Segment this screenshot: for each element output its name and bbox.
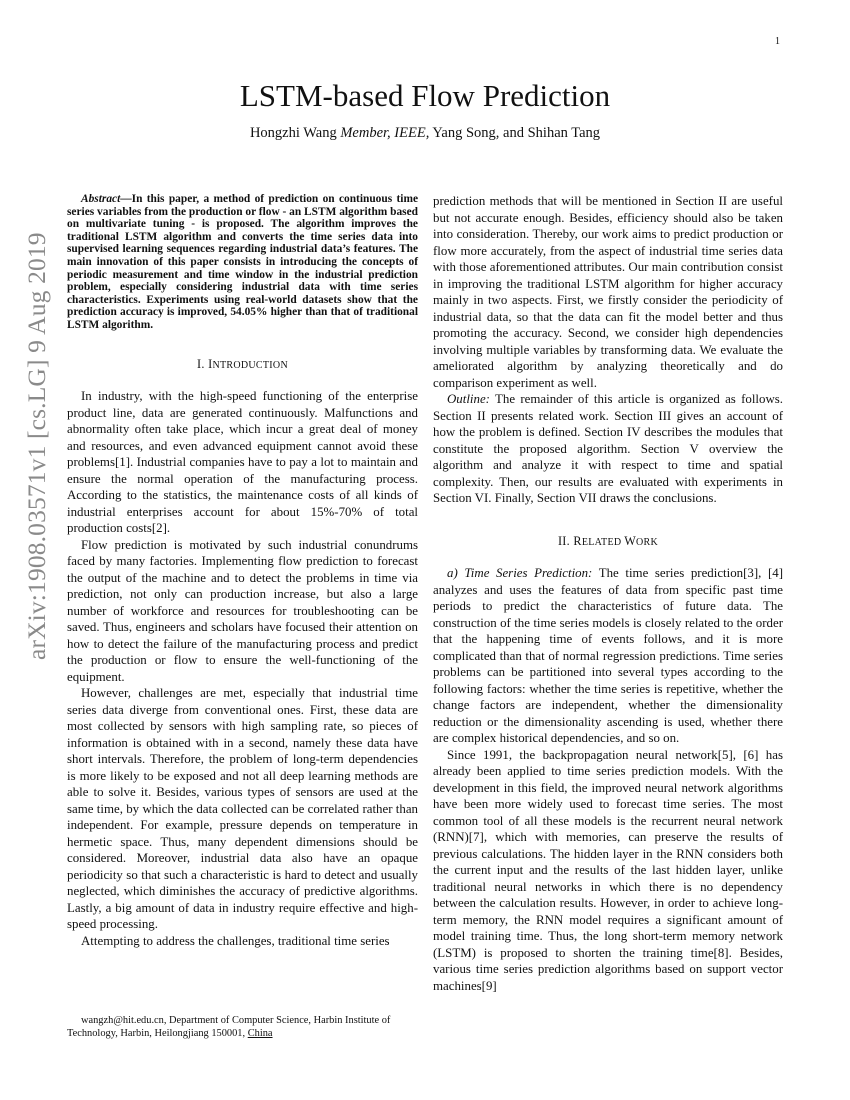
author-line bbox=[0, 125, 850, 142]
section-title-rest: NTRODUCTION bbox=[212, 359, 288, 371]
abstract-label: Abstract bbox=[81, 193, 121, 205]
related-work-paragraph: Since 1991, the backpropagation neural network[5], [6] has already been applied to time series prediction models. With the development in this field, the improved neural network algorithms have been more widely used to forecast time series. The most common tool of all these models is the recurrent neural network (RNN)[7], which with memories, can preserve the results of previous calculations. The hidden layer in the RNN considers both the current input and the results of the last hidden layer, unlike traditional neural networks in which there is no dependency between the calculation results. However, in order to achieve long-term memory, the RNN model requires a significant amount of model training time. Thus, the long short-term memory network (LSTM) is proposed to shorten the training time[8]. Besides, various time series prediction algorithms based on support vector machines[9] bbox=[433, 747, 783, 993]
intro-paragraph: However, challenges are met, especially that industrial time series data diverge from conventional ones. First, these data are most collected by sensors with high sampling rate, so pieces of information is obtained with in a second, namely these data have short intervals. Therefore, the problem of long-term dependencies is more likely to be exposed and not all deep learning methods are able to solve it. Besides, various types of sensors are used at the same time, by which the data collected can be correlated rather than independent. For example, pressure depends on temperature in hermetic space. Thus, many dependent dimensions should be considered. Moreover, industrial data also have an opaque periodicity so that such a characteristic is hard to detect and usually neglected, which diminishes the accuracy of predictive algorithms. Lastly, a big amount of data in industry require effective and high-speed processing. bbox=[67, 686, 418, 932]
intro-paragraph: Flow prediction is motivated by such industrial conundrums faced by many factories. Implementing flow prediction to forecast the output of the machine and to detect the problems in time via prediction, not only can production increase, but also a large number of workforce and resources for troubleshooting can be saved. Thus, engineers and scholars have focused their attention on how to detect the failure of the manufacturing process and predict the production or flow to ensure the well-functioning of the equipment. bbox=[67, 537, 418, 684]
arxiv-identifier: arXiv:1908.03571v1 [cs.LG] 9 Aug 2019 bbox=[22, 232, 51, 660]
section-title-rest-r: ELATED bbox=[581, 536, 625, 548]
intro-paragraph: Attempting to address the challenges, traditional time series bbox=[81, 933, 390, 948]
section-title-rest-w: ORK bbox=[636, 536, 659, 548]
section-title-initial-w: W bbox=[624, 533, 637, 548]
abstract bbox=[67, 193, 418, 332]
right-column bbox=[433, 193, 783, 994]
paper-title: LSTM-based Flow Prediction bbox=[239, 78, 611, 113]
section-numeral: I. bbox=[197, 356, 205, 371]
section-heading-introduction bbox=[67, 356, 418, 375]
section-heading-related-work bbox=[433, 533, 783, 552]
outline-text: The remainder of this article is organized as follows. Section II presents related work. Section III gives an account of how the problem is defined. Section IV describes the modules that constitute the proposed algorithm. Section V overview the algorithm and analyze it with respect to time and spatial complexity. Then, our results are evaluated with experiments in Section VI. Finally, Section VII draws the conclusions. bbox=[433, 392, 783, 505]
footnote bbox=[67, 1014, 418, 1040]
outline-paragraph bbox=[433, 391, 783, 507]
section-title-initial-r: R bbox=[573, 533, 582, 548]
abstract-text: —In this paper, a method of prediction on continuous time series variables from the production or flow - an LSTM algorithm based on multivariate tuning - is proposed. The algorithm improves the traditional LSTM algorithm and converts the time series data into supervised learning sequences regarding industrial data’s features. The main innovation of this paper consists in introducing the concepts of periodic measurement and time window in the industrial prediction problem, especially considering industrial data with time series characteristics. Experiments using real-world datasets show that the prediction accuracy is improved, 54.05% higher than that of traditional LSTM algorithm. bbox=[67, 193, 418, 331]
subsection-label: a) Time Series Prediction: bbox=[447, 566, 593, 580]
intro-continuation: prediction methods that will be mentioned in Section II are useful but not accurate enough. Besides, efficiency should also be taken into consideration. Thereby, our work aims to predict production or flow more accurately, from the aspect of industrial time series data with those aforementioned attributes. Our main contribution consist in improving the traditional LSTM algorithm for higher accuracy mainly in two aspects. First, we firstly consider the periodicity of industrial data, so that the data can fit the model better and thus promoting the accuracy. Second, we consider high dependencies involving multiple variables by transforming data. We evaluate the ameliorated algorithm by analyzing theoretically and do comparison experiment as well. bbox=[433, 194, 783, 390]
author-names-rest: Yang Song, and Shihan Tang bbox=[429, 125, 601, 141]
outline-label: Outline: bbox=[447, 392, 490, 406]
subsection-text: The time series prediction[3], [4] analyzes and uses the features of data from specific past time periods to predict the characteristics of future data. The construction of the time series models is closely related to the order that the happening time of events follows, and it is more complicated than that of normal regression predictions. Time series problems can be partitioned into several types according to the following factors: whether the time series is repetitive, whether the change factors are independent, whether the dimensionality reduction or the dimensionality ascending is used, whether there are complex historical dependencies, and so on. bbox=[433, 566, 783, 745]
page-number: 1 bbox=[775, 36, 780, 47]
intro-paragraph: In industry, with the high-speed functioning of the enterprise product line, data are generated continuously. Malfunctions and abnormality often take place, which incur a great deal of money and resources, and even advanced equipment cannot avoid these problems[1]. Industrial companies have to pay a lot to maintain and ensure the normal operation of the manufacturing process. According to the statistics, the maintenance costs of all kinds of industrial enterprises account for about 15%-70% of total production costs[2]. bbox=[67, 389, 418, 536]
footnote-text: wangzh@hit.edu.cn, Department of Computer Science, Harbin Institute of Technology, Harbin, Heilongjiang 150001, bbox=[67, 1015, 391, 1039]
section-title-initial: I bbox=[208, 356, 213, 371]
left-column bbox=[67, 193, 418, 949]
related-work-paragraph bbox=[433, 565, 783, 747]
footnote-country: China bbox=[247, 1028, 273, 1039]
section-numeral: II. bbox=[557, 533, 571, 548]
author-affiliation: Member, IEEE, bbox=[340, 125, 430, 141]
author-names-first: Hongzhi Wang bbox=[249, 125, 341, 141]
